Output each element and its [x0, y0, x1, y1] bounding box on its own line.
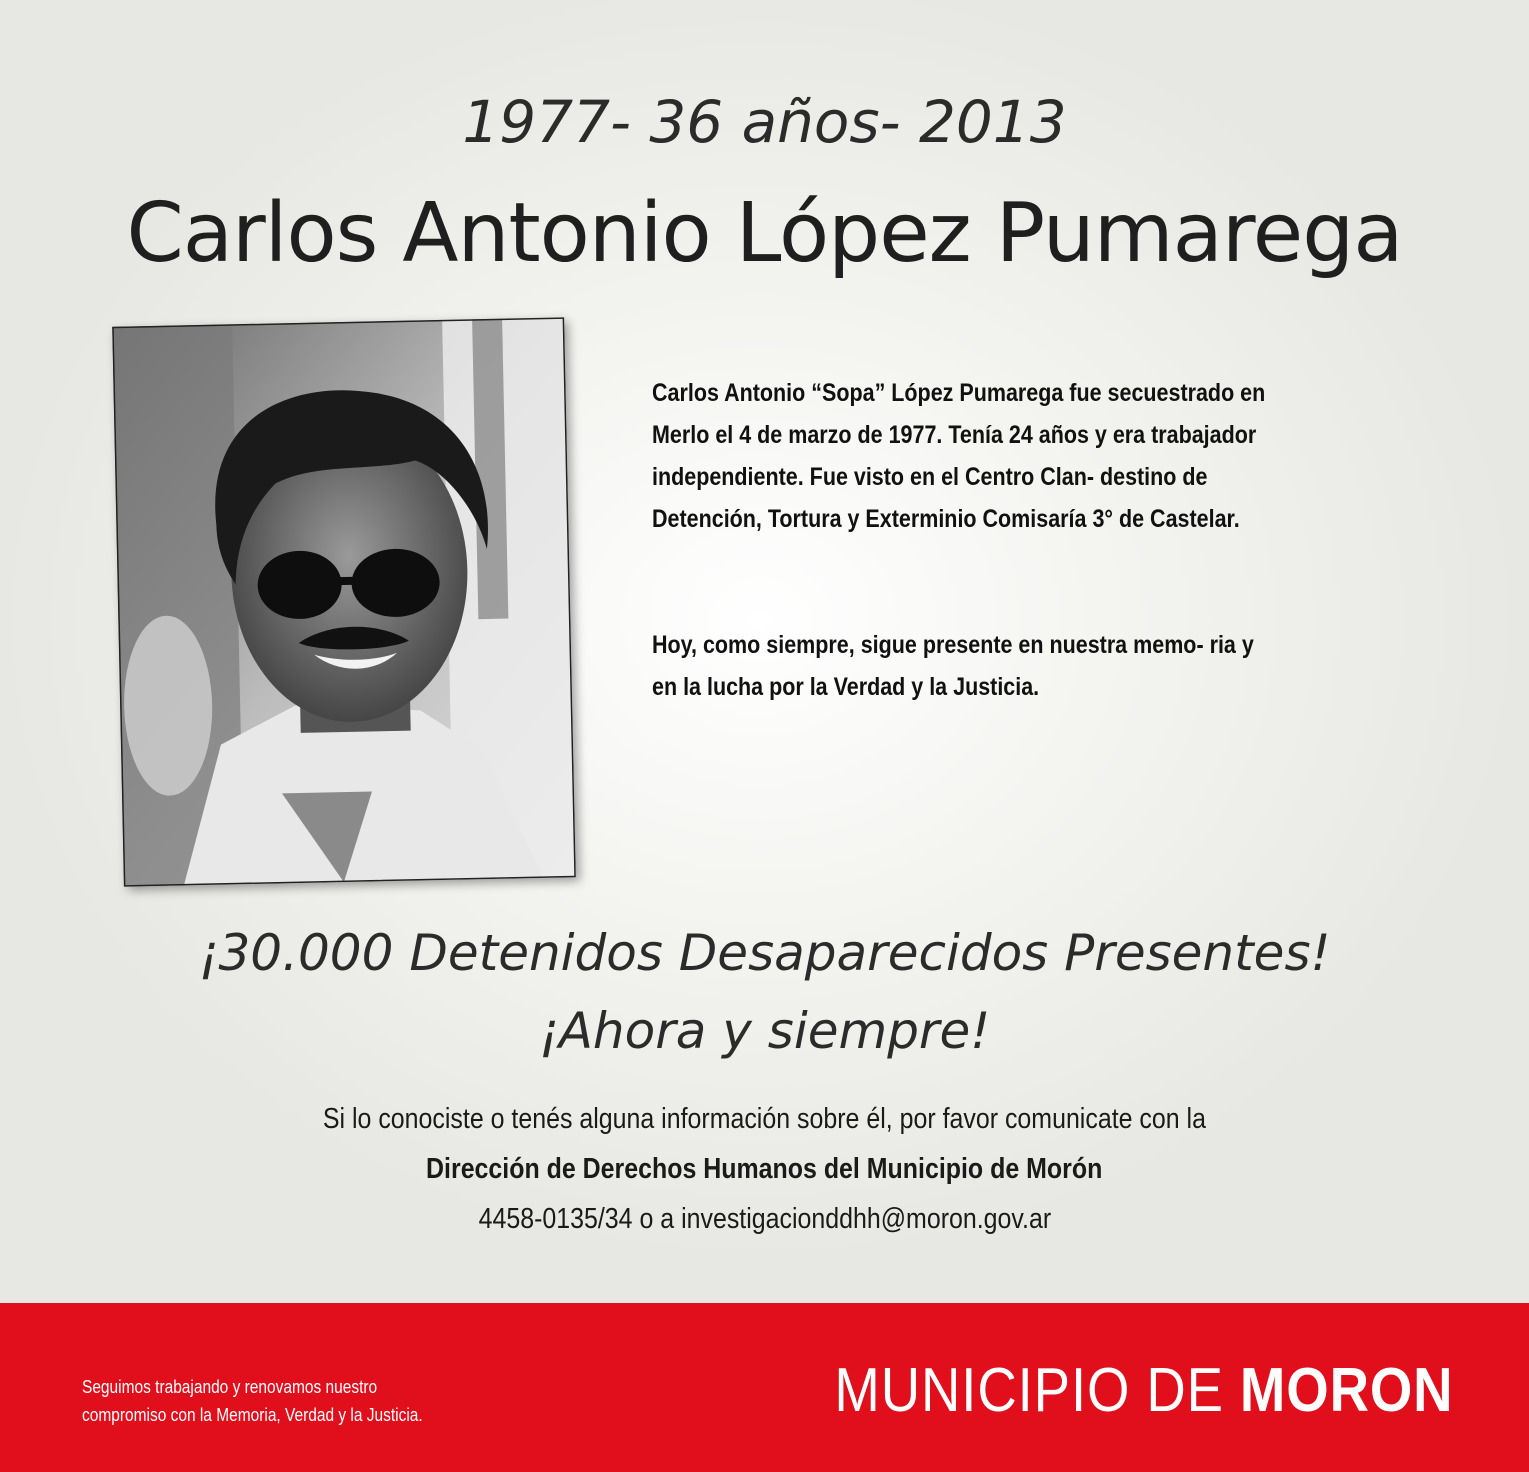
brand-regular: MUNICIPIO DE	[833, 1356, 1240, 1425]
contact-details: 4458-0135/34 o a investigacionddhh@moron.gov.ar	[478, 1203, 1051, 1235]
brand-bold: MORON	[1239, 1356, 1453, 1425]
footer-tagline	[82, 1373, 423, 1429]
slogan-line-2: ¡Ahora y siempre!	[538, 1002, 991, 1060]
bio-paragraph-1: Carlos Antonio “Sopa” López Pumarega fue secuestrado en Merlo el 4 de marzo de 1977. Tenía 24 años y era trabajador independiente. Fue visto en el Centro Clan- destino de Detención, Tortura y Exterminio Comisaría 3° de Castelar.	[652, 379, 1266, 533]
municipality-logo	[834, 1355, 1453, 1426]
contact-organization: Dirección de Derechos Humanos del Municipio de Morón	[426, 1153, 1103, 1185]
portrait-photo	[112, 317, 576, 886]
person-name-title: Carlos Antonio López Pumarega	[126, 186, 1403, 281]
biography-text	[652, 372, 1280, 708]
contact-intro: Si lo conociste o tenés alguna información sobre él, por favor comunicate con la	[322, 1103, 1207, 1135]
slogan-line-1: ¡30.000 Detenidos Desaparecidos Presentes!	[198, 924, 1331, 982]
tagline-line-1: Seguimos trabajando y renovamos nuestro	[82, 1377, 378, 1397]
dates-heading: 1977- 36 años- 2013	[462, 88, 1067, 156]
bio-paragraph-2: Hoy, como siempre, sigue presente en nuestra memo- ria y en la lucha por la Verdad y la Justicia.	[652, 631, 1254, 701]
footer-bar	[0, 1303, 1529, 1472]
tagline-line-2: compromiso con la Memoria, Verdad y la Justicia.	[82, 1405, 423, 1425]
